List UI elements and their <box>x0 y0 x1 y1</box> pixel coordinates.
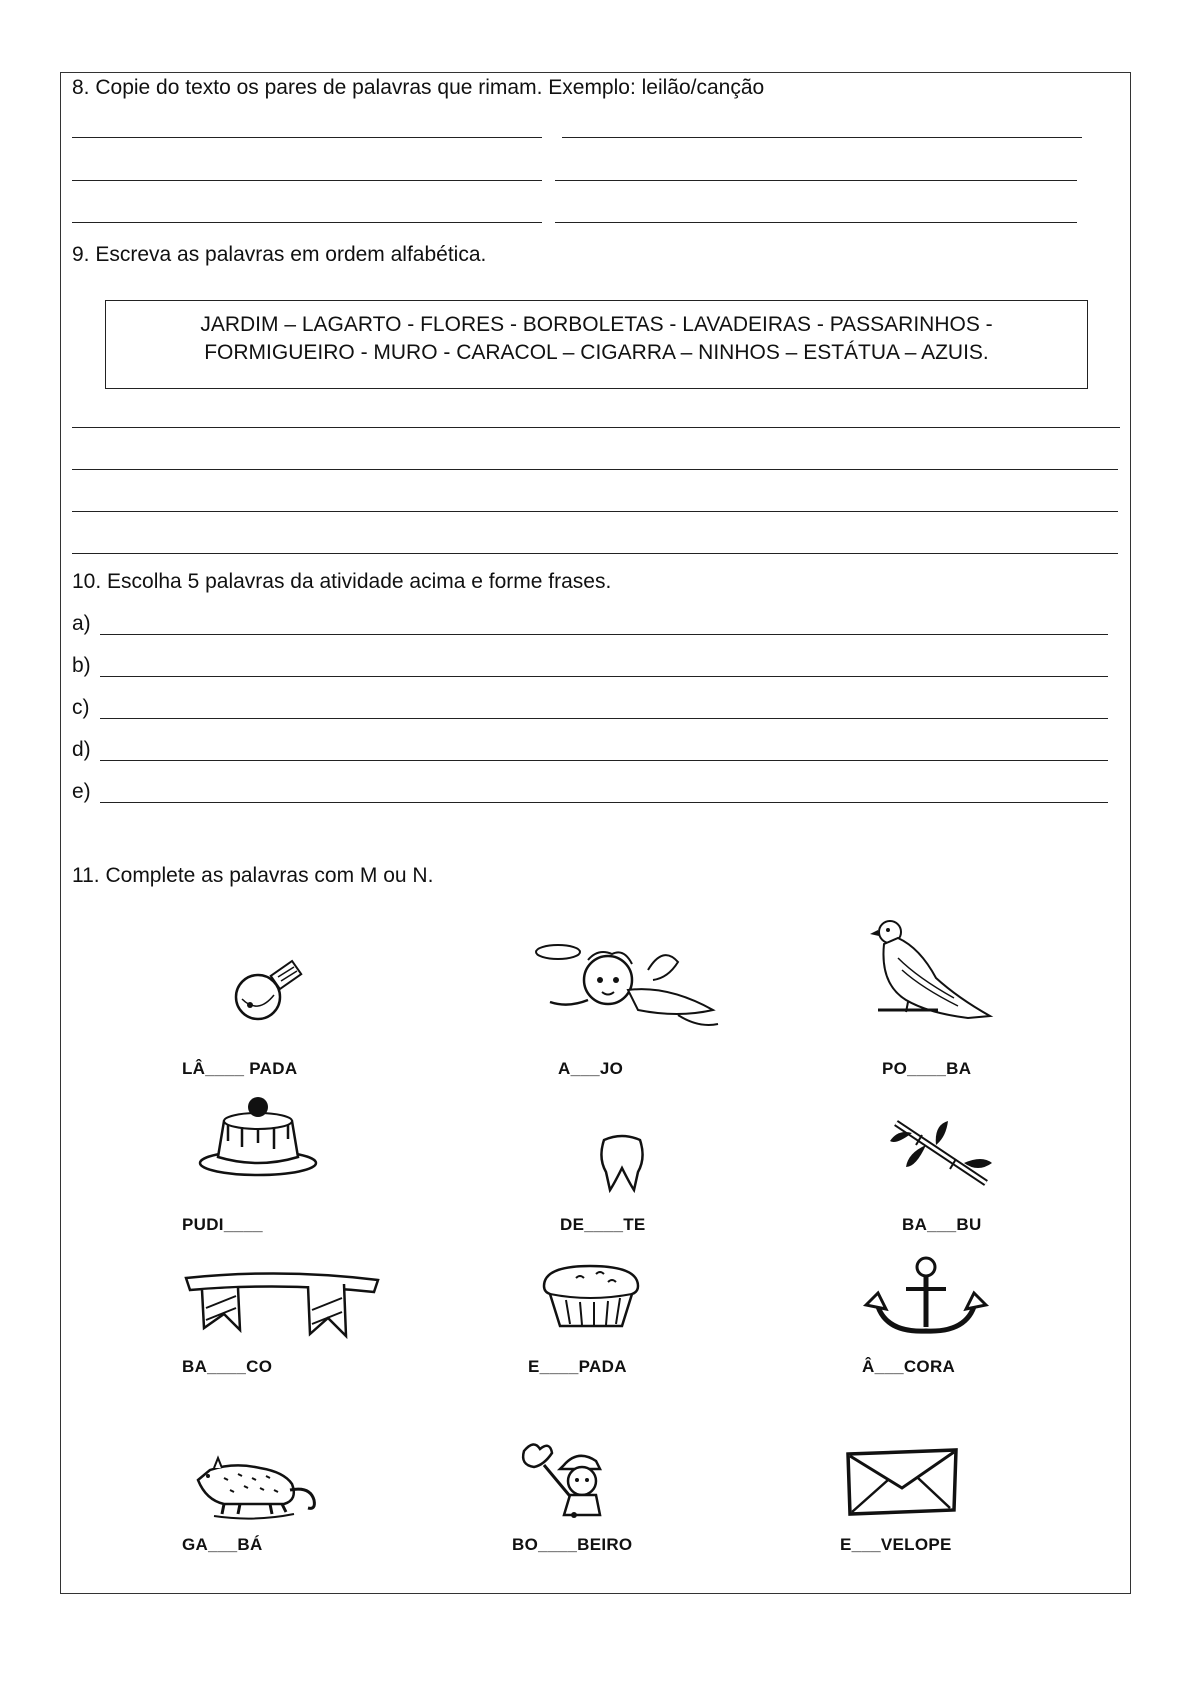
pudding-icon <box>196 1095 321 1180</box>
answer-line[interactable] <box>72 180 542 181</box>
lamp-icon <box>228 955 318 1025</box>
word-ancora: Â___CORA <box>862 1357 956 1376</box>
sentence-line-d[interactable] <box>100 760 1108 761</box>
item-c-label: c) <box>72 696 90 719</box>
answer-line[interactable] <box>555 180 1077 181</box>
question-9-prompt: 9. Escreva as palavras em ordem alfabética. <box>72 243 487 266</box>
sentence-line-c[interactable] <box>100 718 1108 719</box>
answer-line[interactable] <box>72 137 542 138</box>
bench-icon <box>182 1268 382 1340</box>
answer-line[interactable] <box>72 553 1118 554</box>
sentence-line-b[interactable] <box>100 676 1108 677</box>
sentence-line-e[interactable] <box>100 802 1108 803</box>
item-b-label: b) <box>72 654 91 677</box>
word-gamba: GA___BÁ <box>182 1535 263 1554</box>
envelope-icon <box>844 1448 960 1516</box>
answer-line[interactable] <box>562 137 1082 138</box>
word-list-line-1: JARDIM – LAGARTO - FLORES - BORBOLETAS - LAVADEIRAS - PASSARINHOS - <box>200 313 993 336</box>
word-bombeiro: BO____BEIRO <box>512 1535 633 1554</box>
item-a-label: a) <box>72 612 91 635</box>
word-dente: DE____TE <box>560 1215 646 1234</box>
opossum-icon <box>194 1450 324 1520</box>
word-list-line-2: FORMIGUEIRO - MURO - CARACOL – CIGARRA – NINHOS – ESTÁTUA – AZUIS. <box>204 341 989 364</box>
word-envelope: E___VELOPE <box>840 1535 952 1554</box>
dove-icon <box>858 918 998 1023</box>
answer-line[interactable] <box>72 427 1120 428</box>
answer-line[interactable] <box>72 469 1118 470</box>
answer-line[interactable] <box>72 222 542 223</box>
word-lampada: LÂ____ PADA <box>182 1059 298 1078</box>
word-pudim: PUDI____ <box>182 1215 263 1234</box>
item-e-label: e) <box>72 780 91 803</box>
firefighter-icon <box>514 1435 624 1520</box>
answer-line[interactable] <box>555 222 1077 223</box>
anchor-icon <box>862 1255 988 1335</box>
bamboo-icon <box>886 1115 1001 1190</box>
sentence-line-a[interactable] <box>100 634 1108 635</box>
word-pomba: PO____BA <box>882 1059 972 1078</box>
question-8-prompt: 8. Copie do texto os pares de palavras que rimam. Exemplo: leilão/canção <box>72 76 765 99</box>
word-list-box <box>105 300 1088 389</box>
tooth-icon <box>596 1132 648 1194</box>
item-d-label: d) <box>72 738 91 761</box>
word-banco: BA____CO <box>182 1357 273 1376</box>
angel-icon <box>528 940 728 1035</box>
pie-icon <box>536 1262 646 1330</box>
word-empada: E____PADA <box>528 1357 627 1376</box>
question-11-prompt: 11. Complete as palavras com M ou N. <box>72 864 434 887</box>
question-10-prompt: 10. Escolha 5 palavras da atividade acima e forme frases. <box>72 570 612 593</box>
word-anjo: A___JO <box>558 1059 624 1078</box>
answer-line[interactable] <box>72 511 1118 512</box>
word-bambu: BA___BU <box>902 1215 982 1234</box>
